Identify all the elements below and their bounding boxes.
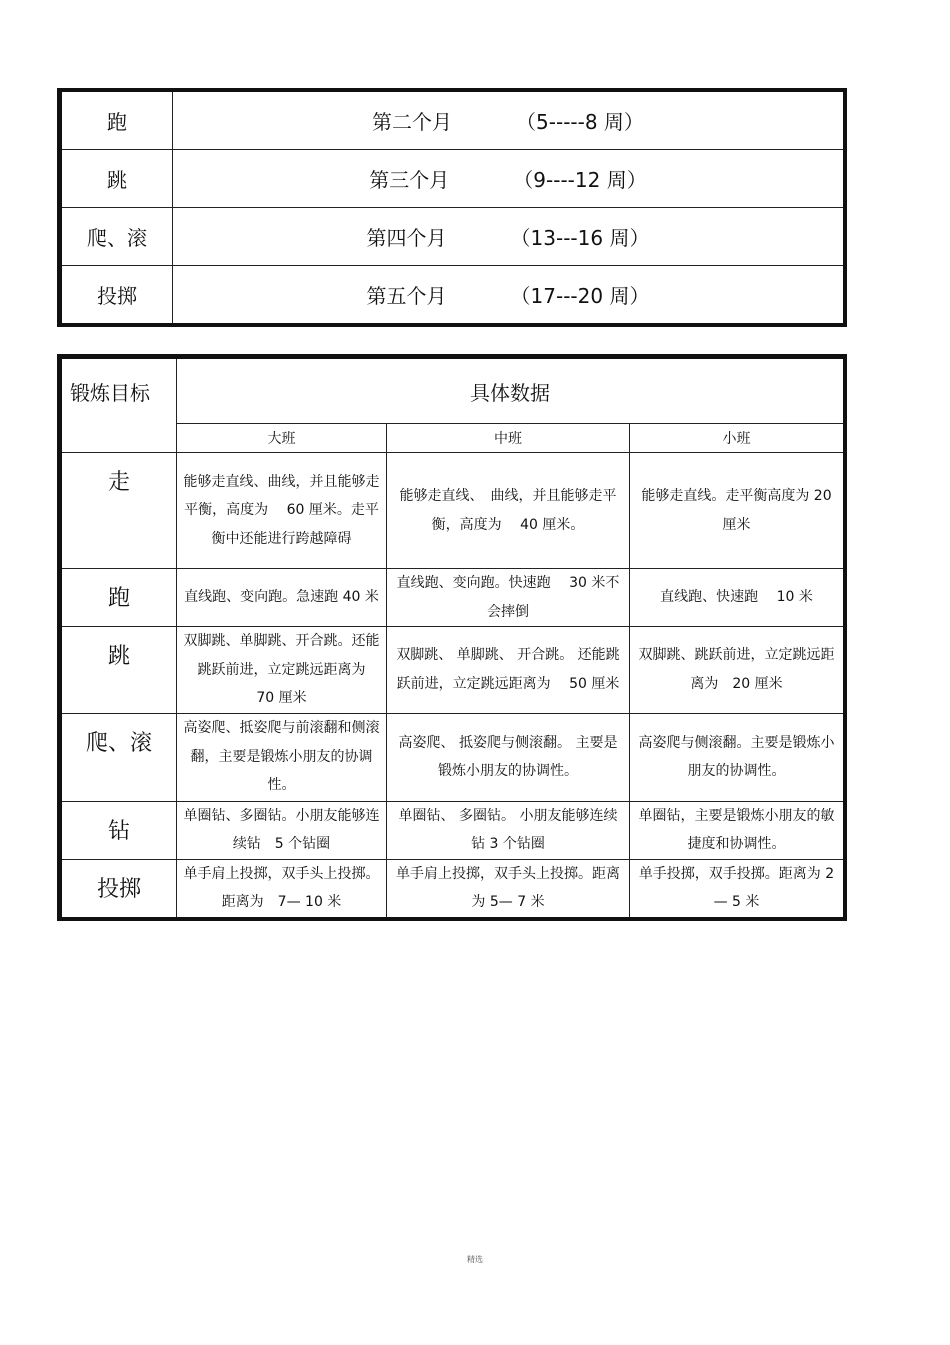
junior-cell: 能够走直线。走平衡高度为 20 厘米 [630, 453, 846, 569]
activity-label: 钻 [60, 801, 177, 859]
middle-cell: 直线跑、变向跑。快速跑 30 米不会摔倒 [387, 569, 630, 627]
table-row [60, 453, 846, 569]
schedule-table [57, 88, 847, 327]
junior-cell: 高姿爬与侧滚翻。主要是锻炼小朋友的协调性。 [630, 713, 846, 801]
class-header-senior: 大班 [177, 424, 387, 453]
weeks-label: （9----12 周） [513, 168, 647, 192]
footer-text: 精选 [467, 1255, 483, 1264]
period-cell [173, 266, 846, 326]
senior-cell: 能够走直线、曲线，并且能够走平衡，高度为 60 厘米。走平衡中还能进行跨越障碍 [177, 453, 387, 569]
activity-label: 跳 [60, 627, 177, 714]
table-row [60, 266, 846, 326]
middle-cell: 能够走直线、 曲线，并且能够走平衡，高度为 40 厘米。 [387, 453, 630, 569]
month-label: 第四个月 [366, 226, 447, 250]
table-row [60, 90, 846, 150]
middle-cell: 单手肩上投掷，双手头上投掷。距离为 5— 7 米 [387, 859, 630, 919]
junior-cell: 双脚跳、跳跃前进，立定跳远距离为 20 厘米 [630, 627, 846, 714]
middle-cell: 单圈钻、 多圈钻。 小朋友能够连续钻 3 个钻圈 [387, 801, 630, 859]
table-row [60, 627, 846, 714]
junior-cell: 单手投掷，双手投掷。距离为 2— 5 米 [630, 859, 846, 919]
activity-label: 走 [60, 453, 177, 569]
month-label: 第三个月 [369, 168, 450, 192]
senior-cell: 直线跑、变向跑。急速跑 40 米 [177, 569, 387, 627]
table-row [60, 150, 846, 208]
activity-label: 爬、滚 [60, 713, 177, 801]
junior-cell: 直线跑、快速跑 10 米 [630, 569, 846, 627]
weeks-label: （17---20 周） [510, 284, 650, 308]
weeks-label: （13---16 周） [510, 226, 650, 250]
class-header-junior: 小班 [630, 424, 846, 453]
table-row [60, 713, 846, 801]
junior-cell: 单圈钻，主要是锻炼小朋友的敏捷度和协调性。 [630, 801, 846, 859]
middle-cell: 高姿爬、 抵姿爬与侧滚翻。 主要是锻炼小朋友的协调性。 [387, 713, 630, 801]
senior-cell: 双脚跳、单脚跳、开合跳。还能跳跃前进，立定跳远距离为 70 厘米 [177, 627, 387, 714]
activity-cell: 爬、滚 [60, 208, 173, 266]
goal-header: 锻炼目标 [60, 357, 177, 453]
month-label: 第二个月 [372, 110, 453, 134]
activity-cell: 投掷 [60, 266, 173, 326]
table-row [60, 801, 846, 859]
activity-label: 投掷 [60, 859, 177, 919]
month-label: 第五个月 [366, 284, 447, 308]
middle-cell: 双脚跳、 单脚跳、 开合跳。 还能跳跃前进，立定跳远距离为 50 厘米 [387, 627, 630, 714]
goals-table [57, 354, 847, 921]
weeks-label: （5-----8 周） [516, 110, 644, 134]
senior-cell: 高姿爬、抵姿爬与前滚翻和侧滚翻，主要是锻炼小朋友的协调性。 [177, 713, 387, 801]
table-row [60, 859, 846, 919]
activity-cell: 跳 [60, 150, 173, 208]
activity-cell: 跑 [60, 90, 173, 150]
table-row [60, 569, 846, 627]
period-cell [173, 150, 846, 208]
period-cell [173, 90, 846, 150]
table-row [60, 208, 846, 266]
senior-cell: 单圈钻、多圈钻。小朋友能够连续钻 5 个钻圈 [177, 801, 387, 859]
class-header-row [60, 424, 846, 453]
activity-label: 跑 [60, 569, 177, 627]
class-header-middle: 中班 [387, 424, 630, 453]
period-cell [173, 208, 846, 266]
data-header: 具体数据 [177, 357, 846, 424]
header-row [60, 357, 846, 424]
senior-cell: 单手肩上投掷，双手头上投掷。距离为 7— 10 米 [177, 859, 387, 919]
